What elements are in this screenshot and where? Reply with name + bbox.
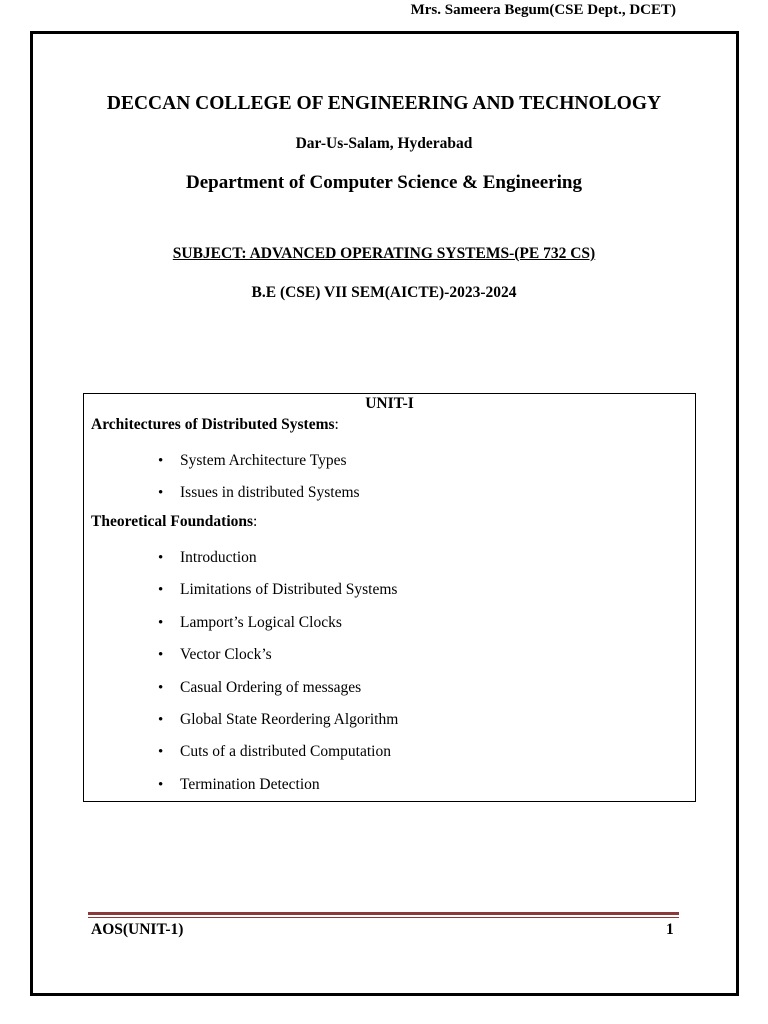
subject-title: SUBJECT: ADVANCED OPERATING SYSTEMS-(PE 732 CS) [172,245,596,262]
list-item-text: Global State Reordering Algorithm [180,710,399,728]
bullet-icon: • [158,614,164,631]
bullet-list-theoretical [84,549,398,808]
section-heading-suffix: : [334,416,339,433]
bullet-icon: • [158,582,164,599]
list-item-text: System Architecture Types [180,452,347,469]
footer-rule [88,912,679,915]
list-item-text: Issues in distributed Systems [180,484,360,502]
list-item [84,679,398,711]
section-heading-architectures [91,416,339,434]
section-heading-text: Theoretical Foundations [91,513,254,530]
college-location: Dar-Us-Salam, Hyderabad [295,135,473,152]
section-heading-text: Architectures of Distributed Systems [91,416,335,433]
bullet-icon: • [158,647,164,664]
syllabus-box [83,393,696,802]
section-heading-theoretical [91,513,257,531]
college-name: DECCAN COLLEGE OF ENGINEERING AND TECHNOLOGY [106,93,662,114]
bullet-icon: • [158,485,164,502]
list-item [84,711,398,743]
page-number: 1 [666,921,674,938]
list-item-text: Casual Ordering of messages [180,678,362,696]
list-item-text: Cuts of a distributed Computation [180,743,391,761]
section-heading-suffix: : [253,513,258,530]
unit-title: UNIT-I [365,395,414,412]
list-item [84,776,398,808]
running-header-author: Mrs. Sameera Begum(CSE Dept., DCET) [410,2,676,18]
bullet-icon: • [158,776,164,793]
bullet-icon: • [158,711,164,728]
list-item [84,581,398,613]
footer-rule-thin [88,917,679,918]
bullet-icon: • [158,679,164,696]
list-item-text: Limitations of Distributed Systems [180,581,398,599]
list-item-text: Termination Detection [180,775,320,793]
bullet-icon: • [158,744,164,761]
list-item [84,646,398,678]
list-item [84,484,360,516]
list-item-text: Lamport’s Logical Clocks [180,613,342,631]
list-item [84,614,398,646]
list-item [84,743,398,775]
list-item [84,452,360,484]
list-item-text: Vector Clock’s [180,646,272,664]
department-name: Department of Computer Science & Engineering [186,172,582,193]
footer-unit-label: AOS(UNIT-1) [91,921,184,938]
list-item [84,549,398,581]
bullet-icon: • [158,453,164,469]
list-item-text: Introduction [180,549,257,566]
bullet-icon: • [158,550,164,566]
bullet-list-architectures [84,452,360,517]
course-info: B.E (CSE) VII SEM(AICTE)-2023-2024 [251,284,517,301]
